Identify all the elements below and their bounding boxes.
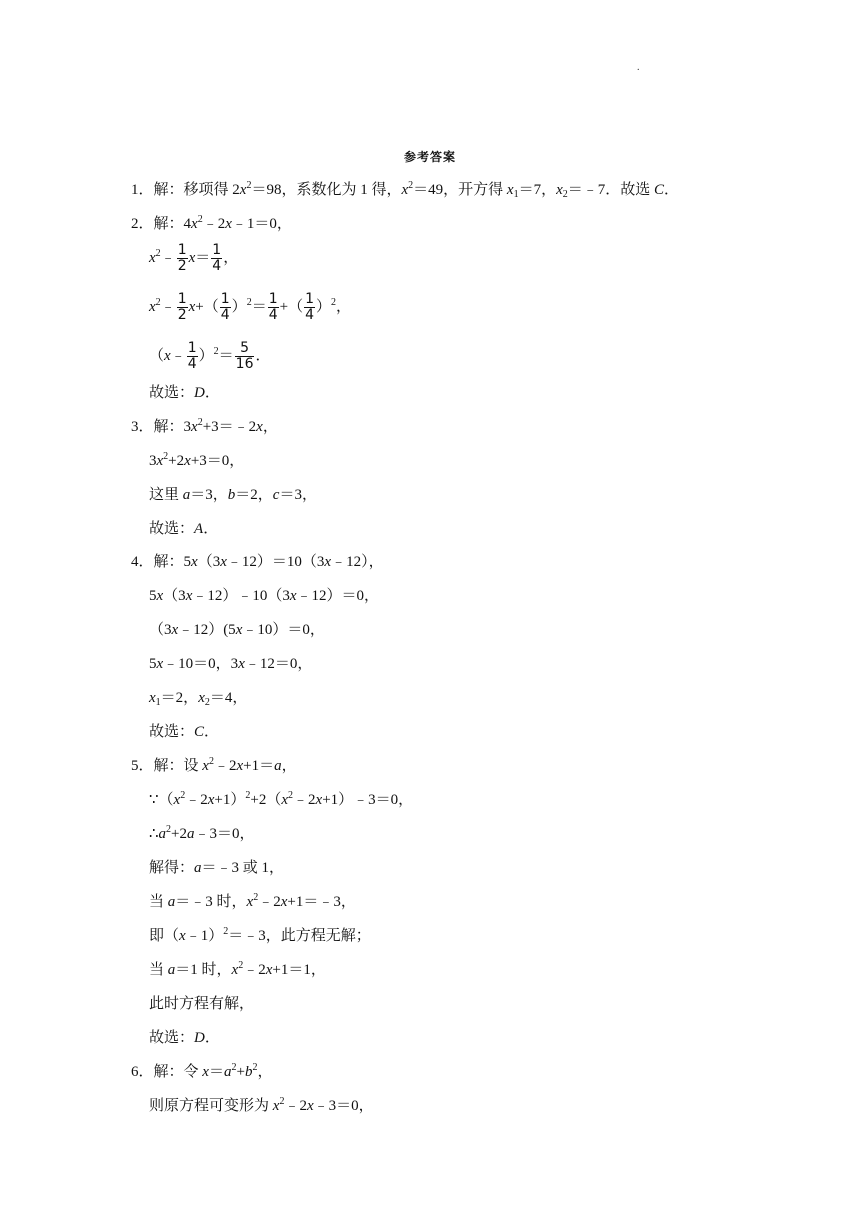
answer-4-step-2: （3x﹣12）(5x﹣10）＝0， bbox=[149, 622, 325, 638]
answer-5-step-1: $\because(x^2﹣2x+1)^2+2(x^2﹣2x+1)﹣3=0$， bbox=[149, 790, 414, 808]
answer-4-step-4: $x_1=2$，$x_2=4$， bbox=[149, 690, 248, 708]
answer-4-step-3: 5x﹣10＝0，3x﹣12＝0， bbox=[149, 656, 313, 672]
answer-3-step-2: 这里 a＝3，b＝2，c＝3， bbox=[149, 487, 317, 503]
answer-1: 1．解：移项得 $2x^2=98$，系数化为 1 得，$x^2=49$，开方得 $x_1=7$，$x_2=﹣7$．故选 C． bbox=[131, 180, 680, 200]
answer-6-step-1: 则原方程可变形为 $x^2﹣2x﹣3=0$， bbox=[149, 1096, 374, 1114]
page-title: 参考答案 bbox=[403, 150, 456, 164]
answer-5-choice: 故选：D． bbox=[149, 1030, 220, 1046]
header-dot: . bbox=[637, 62, 640, 73]
answer-5-step-7: 此时方程有解， bbox=[149, 996, 255, 1012]
answer-5-step-3: 解得：a＝﹣3 或 1， bbox=[149, 860, 285, 876]
answer-5-step-2: $\therefore a^2+2a﹣3=0$， bbox=[149, 824, 255, 842]
answer-2-choice: 故选：D． bbox=[149, 385, 220, 401]
answer-5: 5．解：设 $x^2﹣2x+1=a$， bbox=[131, 756, 297, 774]
answer-2-step-2: $x^2﹣$ $\frac{1}{2}$ x+（ $\frac{1}{4}$ ）$^2$＝ $\frac{1}{4}$ +（ $\frac{1}{4}$ ）$^2$， bbox=[149, 291, 352, 323]
answer-4: 4．解：5x（3x﹣12）＝10（3x﹣12）， bbox=[131, 554, 384, 570]
answer-5-step-6: 当 a＝1 时，$x^2﹣2x+1=1$， bbox=[149, 960, 326, 978]
answer-4-choice: 故选：C． bbox=[149, 724, 220, 740]
answer-3-choice: 故选：A． bbox=[149, 521, 219, 537]
answer-2: 2．解：$4x^2﹣2x﹣1=0$， bbox=[131, 214, 292, 232]
answer-6: 6．解：令 $x=a^2+b^2$， bbox=[131, 1062, 273, 1080]
answer-4-step-1: 5x（3x﹣12）﹣10（3x﹣12）＝0， bbox=[149, 588, 380, 604]
answer-5-step-5: 即（x﹣1）$^2$＝﹣3，此方程无解； bbox=[149, 926, 371, 944]
answer-5-step-4: 当 a＝﹣3 时，$x^2﹣2x+1=﹣3$， bbox=[149, 892, 356, 910]
answer-2-step-3: （x﹣ $\frac{1}{4}$ ）$^2$＝ $\frac{5}{16}$ ． bbox=[149, 340, 271, 372]
answer-2-step-1: $x^2﹣$ $\frac{1}{2}$ x＝ $\frac{1}{4}$ ， bbox=[149, 242, 239, 274]
answer-3: 3．解：$3x^2+3=﹣2x$， bbox=[131, 417, 278, 435]
answer-3-step-1: $3x^2+2x+3=0$， bbox=[149, 451, 245, 469]
